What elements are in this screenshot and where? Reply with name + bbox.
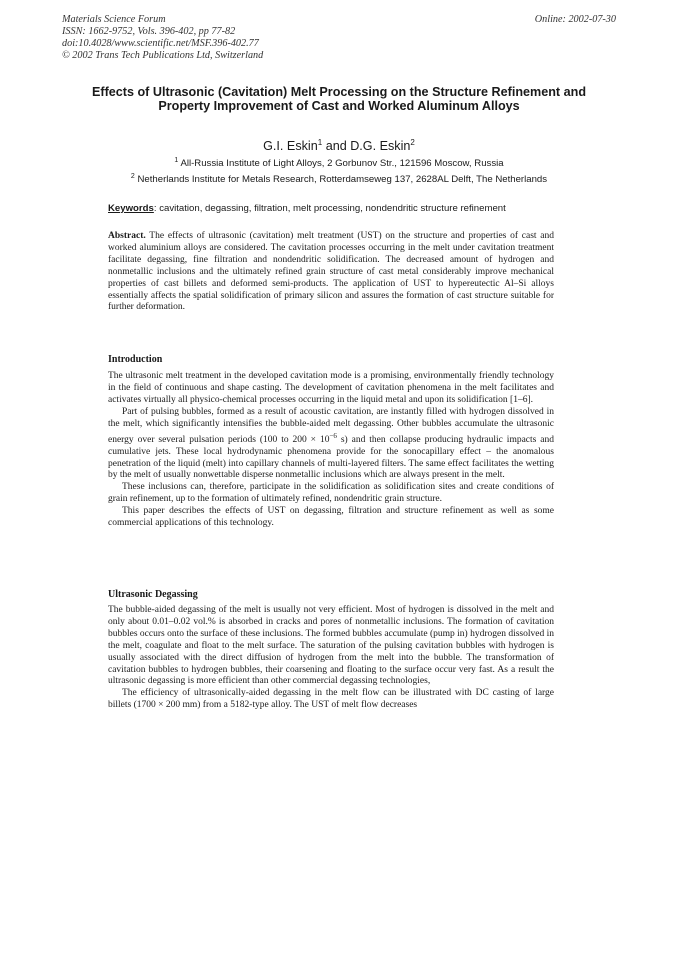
degassing-heading: Ultrasonic Degassing — [108, 589, 198, 600]
introduction-heading: Introduction — [108, 354, 163, 365]
affiliation-1-text: All-Russia Institute of Light Alloys, 2 Gorbunov Str., 121596 Moscow, Russia — [180, 158, 504, 169]
affiliation-2-text: Netherlands Institute for Metals Research, Rotterdamseweg 137, 2628AL Delft, The Netherlands — [137, 174, 548, 185]
paper-title: Effects of Ultrasonic (Cavitation) Melt Processing on the Structure Refinement and Property Improvement of Cast and Worked Aluminum Alloys — [91, 85, 587, 113]
journal-header — [62, 14, 263, 62]
intro-paragraph-3: These inclusions can, therefore, participate in the solidification as solidification sites and create conditions of grain refinement, up to the formation of ultimately refined, nondendritic grain structure. — [108, 482, 554, 505]
author-2: D.G. Eskin — [350, 139, 411, 153]
degassing-paragraph-1: The bubble-aided degassing of the melt is usually not very efficient. Most of hydrogen is dissolved in the melt and only about 0.01–0.02 vol.% is absorbed in cracks and pores of nonmetallic inclusions. The formation of cavitation bubbles occurs onto the surface of these inclusions. The formed bubbles accumulate (pump in) hydrogen dissolved in the melt, coagulate and float to the melt surface. The saturation of the pulsing cavitation bubbles with hydrogen is usually associated with the direct diffusion of hydrogen from the melt into the bubble. The transformation of cavitation bubbles to hydrogen bubbles, their coarsening and floating to the surface occur very fast. As a result the ultrasonic degassing is more efficient than other commercial degassing technologies, — [108, 605, 554, 687]
degassing-paragraph-2: The efficiency of ultrasonically-aided degassing in the melt flow can be illustrated with DC casting of large billets (1700 × 200 mm) from a 5182-type alloy. The UST of melt flow decreases — [108, 688, 554, 711]
abstract-label: Abstract. — [108, 231, 146, 241]
intro-paragraph-2 — [108, 407, 554, 483]
issn-line: ISSN: 1662-9752, Vols. 396-402, pp 77-82 — [62, 26, 236, 37]
affiliation-1-sup: 1 — [174, 157, 179, 164]
online-date: Online: 2002-07-30 — [534, 14, 616, 25]
author-connector: and — [325, 139, 347, 153]
abstract — [108, 231, 554, 314]
intro-exponent: −6 — [329, 431, 337, 440]
intro-paragraph-1: The ultrasonic melt treatment in the developed cavitation mode is a promising, environmentally friendly technology in the field of continuous and shape casting. The development of cavitation phenomena in the melt facilitates and activates virtually all physico-chemical processes occurring in the liquid metal and upon its solidification [1–6]. — [108, 371, 554, 405]
author-1-sup: 1 — [317, 138, 323, 147]
introduction-body — [108, 371, 554, 530]
author-2-sup: 2 — [410, 138, 415, 147]
doi-line: doi:10.4028/www.scientific.net/MSF.396-402.77 — [62, 38, 259, 49]
keywords-line — [108, 203, 506, 214]
affiliation-2 — [0, 173, 678, 185]
keywords-label: Keywords — [108, 203, 154, 214]
keywords-text: : cavitation, degassing, filtration, melt processing, nondendritic structure refinement — [153, 203, 506, 214]
intro-paragraph-4: This paper describes the effects of UST on degassing, filtration and structure refinement as well as some commercial applications of this technology. — [108, 506, 554, 529]
author-line — [0, 138, 678, 153]
degassing-body — [108, 605, 554, 712]
abstract-text: The effects of ultrasonic (cavitation) melt treatment (UST) on the structure and properties of cast and worked aluminium alloys are considered. The cavitation processes occurring in the melt under cavitation treatment facilitate degassing, fine filtration and nondendritic solidification. The decreased amount of hydrogen and nonmetallic inclusions and the ultimately refined grain structure of cast metal considerably improve mechanical properties of cast billets and deformed semi-products. The application of UST to hypereutectic Al–Si alloys essentially affects the spatial solidification of primary silicon and assures the formation of cast structure suitable for further deformation. — [108, 231, 554, 313]
copyright-line: © 2002 Trans Tech Publications Ltd, Switzerland — [62, 50, 264, 61]
journal-name: Materials Science Forum — [62, 14, 166, 25]
author-1: G.I. Eskin — [263, 139, 318, 153]
affiliation-1 — [0, 157, 678, 169]
affiliation-2-sup: 2 — [130, 173, 135, 180]
intro-paragraph-2-cont: s) and then collapse producing hydraulic impacts and cumulative jets. These local hydrodynamic phenomena provide for the sonocapillary effect – the anomalous penetration of the liquid (melt) into capillary channels of multi-layered filters. The same effect facilitates the wetting by the melt of usually nonwettable disperse nonmetallic inclusions which are always present in the melt. — [108, 434, 554, 481]
intro-paragraph-2-text: Part of pulsing bubbles, formed as a result of acoustic cavitation, are instantly filled with hydrogen dissolved in the melt, which significantly intensifies the bubble-aided melt degassing. Other bubbles accumulate the ultrasonic energy over several pulsation periods (100 to 200 × 10 — [108, 406, 554, 445]
